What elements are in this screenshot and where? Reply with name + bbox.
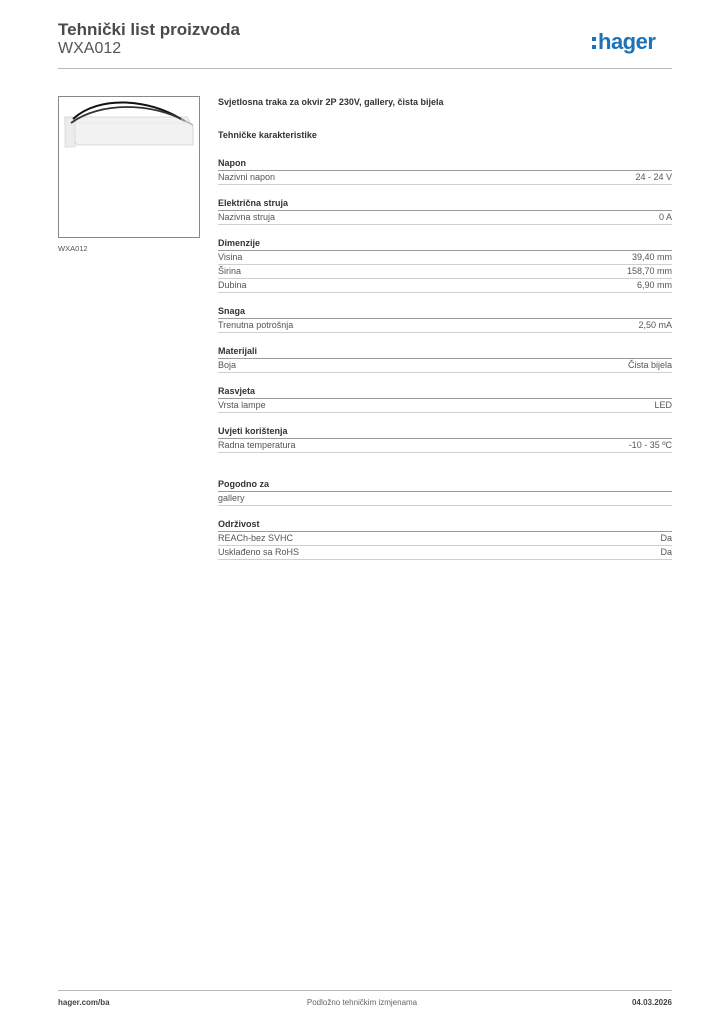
footer-divider — [58, 990, 672, 991]
group-title: Materijali — [218, 345, 672, 359]
spec-row — [218, 265, 672, 279]
spec-value: LED — [654, 400, 672, 410]
footer-website-link[interactable]: hager.com/ba — [58, 998, 110, 1007]
spec-label: Boja — [218, 360, 237, 370]
spec-row — [218, 439, 672, 453]
spec-row — [218, 279, 672, 293]
spec-value: Čista bijela — [627, 360, 672, 370]
group-title: Napon — [218, 157, 672, 171]
spec-row — [218, 251, 672, 265]
product-image — [58, 96, 200, 238]
group-title: Rasvjeta — [218, 385, 672, 399]
product-description: Svjetlosna traka za okvir 2P 230V, gallery, čista bijela — [218, 97, 444, 107]
spec-group-pogodno — [218, 478, 672, 506]
spec-value: 158,70 mm — [626, 266, 672, 276]
hager-logo — [592, 28, 674, 54]
group-title: Uvjeti korištenja — [218, 425, 672, 439]
spec-label: Radna temperatura — [218, 440, 296, 450]
header-divider — [58, 68, 672, 69]
footer-date: 04.03.2026 — [631, 998, 672, 1007]
section-title: Tehničke karakteristike — [218, 130, 317, 140]
spec-value: 0 A — [658, 212, 672, 222]
spec-label: Nazivni napon — [218, 172, 276, 182]
spec-value: -10 - 35 ºC — [628, 440, 672, 450]
spec-group-snaga — [218, 305, 672, 333]
spec-group-rasvjeta — [218, 385, 672, 413]
group-title: Održivost — [218, 518, 672, 532]
spec-label: Trenutna potrošnja — [218, 320, 294, 330]
spec-row — [218, 492, 672, 506]
group-title: Dimenzije — [218, 237, 672, 251]
spec-group-napon — [218, 157, 672, 185]
spec-label: Visina — [218, 252, 243, 262]
spec-value: 24 - 24 V — [635, 172, 672, 182]
svg-text:hager: hager — [598, 29, 656, 54]
spec-row — [218, 359, 672, 373]
group-title: Snaga — [218, 305, 672, 319]
spec-label: Vrsta lampe — [218, 400, 266, 410]
spec-row — [218, 399, 672, 413]
spec-value: 2,50 mA — [638, 320, 672, 330]
spec-row — [218, 211, 672, 225]
spec-label: Usklađeno sa RoHS — [218, 547, 300, 557]
spec-group-dimenzije — [218, 237, 672, 293]
spec-row — [218, 319, 672, 333]
spec-label: Dubina — [218, 280, 247, 290]
product-code: WXA012 — [58, 40, 122, 57]
spec-value: 39,40 mm — [631, 252, 672, 262]
spec-value: Da — [660, 533, 672, 543]
spec-value: Da — [660, 547, 672, 557]
specs-panel — [218, 96, 672, 572]
image-caption: WXA012 — [58, 244, 88, 253]
spec-group-odrzivost — [218, 518, 672, 560]
spec-label: gallery — [218, 493, 245, 503]
spec-row — [218, 532, 672, 546]
spec-row — [218, 546, 672, 560]
spec-group-uvjeti — [218, 425, 672, 453]
group-title: Pogodno za — [218, 478, 672, 492]
spec-label: Nazivna struja — [218, 212, 276, 222]
spec-group-materijali — [218, 345, 672, 373]
spec-label: REACh-bez SVHC — [218, 533, 294, 543]
spec-value: 6,90 mm — [636, 280, 672, 290]
footer-note: Podložno tehničkim izmjenama — [306, 998, 418, 1007]
page-title: Tehnički list proizvoda — [58, 20, 240, 39]
spec-group-struja — [218, 197, 672, 225]
spec-label: Širina — [218, 266, 242, 276]
group-title: Električna struja — [218, 197, 672, 211]
spec-row — [218, 171, 672, 185]
